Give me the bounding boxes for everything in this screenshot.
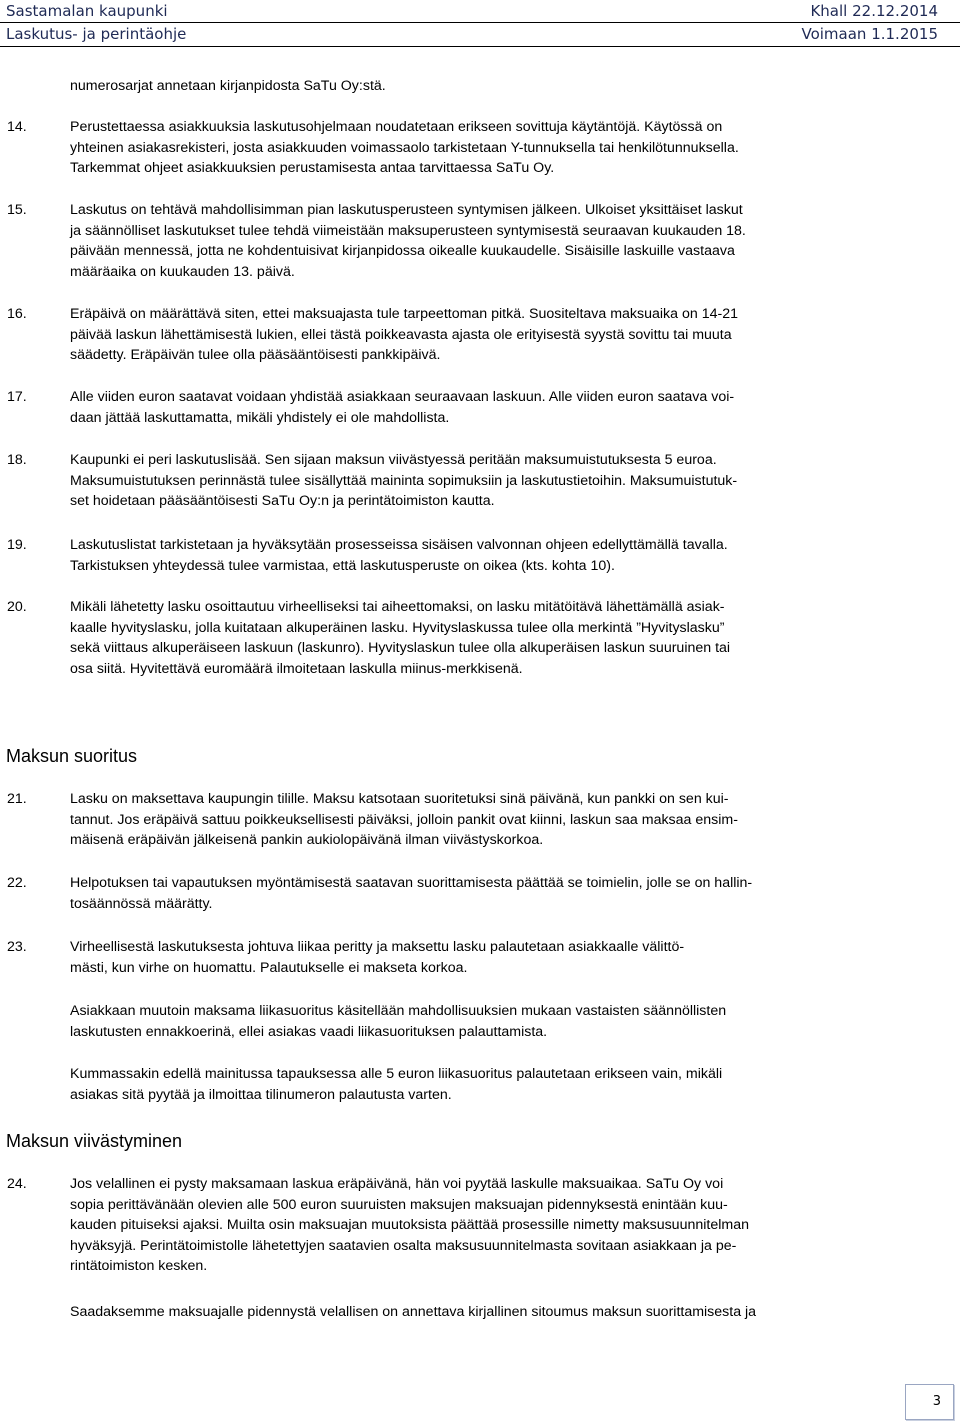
org-name: Sastamalan kaupunki [6,2,168,20]
item-text [70,304,938,366]
text-line: Maksumuistutuksen perinnästä tulee sisällyttää maininta sopimuksiin ja laskutustietoihin. Maksumuistutuk- [70,472,738,489]
item-number: 15. [7,202,27,218]
item-number: 22. [7,875,27,891]
text-line: Tarkemmat ohjeet asiakkuuksien perustamisesta antaa tarvittaessa SaTu Oy. [70,160,555,177]
text-line: Helpotuksen tai vapautuksen myöntämisestä saatavan suorittamisesta päättää se toimielin, jolle se on hallin- [70,875,753,891]
item-text [70,1064,938,1105]
text-line: sekä viittaus alkuperäiseen laskuun (laskunro). Hyvityslaskun tulee olla alkuperäisen laskun suuruinen tai [70,640,731,657]
text-line: päivää laskun lähettämisestä lukien, ellei tästä poikkeavasta ajasta ole erityisestä syystä sovittu tai muuta [70,326,732,343]
text-line: asiakas sitä pyytää ja ilmoittaa tilinumeron palautusta varten. [70,1086,452,1103]
item-text [70,937,938,978]
text-line: Tarkistuksen yhteydessä tulee varmistaa, että laskutusperuste on oikea (kts. kohta 10). [70,557,615,574]
text-line: tannut. Jos eräpäivä sattuu poikkeuksellisesti päiväksi, jolloin pankit ovat kiinni, laskun saa maksaa ensim- [70,811,738,828]
item-text [70,387,938,428]
text-line: Virheellisestä laskutuksesta johtuva liikaa peritty ja maksettu lasku palautetaan asiakkaalle välittö- [70,939,685,955]
item-text [70,200,938,282]
item-text [70,1174,938,1277]
item-number: 23. [7,939,27,955]
text-line: päivään mennessä, jotta ne kohdentuisivat kirjanpidossa oikealle kuukaudelle. Sisäisille laskuille vastaava [70,243,735,260]
item-number: 19. [7,537,27,553]
text-line: Laskutuslistat tarkistetaan ja hyväksytään prosesseissa sisäisen valvonnan ohjeen edellyttämällä tavalla. [70,537,728,553]
section-heading-maksun-suoritus: Maksun suoritus [6,746,138,766]
text-line: Perustettaessa asiakkuuksia laskutusohjelmaan noudatetaan erikseen sovittuja käytäntöjä. Käytössä on [70,119,723,135]
text-line: mäisenä eräpäivän jälkeisenä pankin aukiolopäivänä ilman viivästyskorkoa. [70,832,544,849]
text-line: säädetty. Eräpäivän tulee olla pääsääntöisesti pankkipäivä. [70,347,441,364]
text-line: kaalle hyvityslasku, jolla kuitataan alkuperäinen lasku. Hyvityslaskussa tulee olla merkintä ”Hyvityslasku” [70,619,725,636]
text-line: Saadaksemme maksuajalle pidennystä velallisen on annettava kirjallinen sitoumus maksun suorittamisesta ja [70,1304,757,1320]
item-number: 18. [7,452,27,468]
item-text [70,450,938,512]
page-number: 3 [932,1394,941,1409]
page-number-box [905,1384,954,1420]
text-line: Kaupunki ei peri laskutuslisää. Sen sijaan maksun viivästyessä peritään maksumuistutuksesta 5 euroa. [70,452,717,468]
text-line: daan jättää laskuttamatta, mikäli yhdistely ei ole mahdollista. [70,409,450,426]
item-number: 17. [7,389,27,405]
text-line: Alle viiden euron saatavat voidaan yhdistää asiakkaan seuraavaan laskuun. Alle viiden euron saatava voi- [70,389,735,405]
item-text [70,1302,938,1323]
item-number: 20. [7,599,27,615]
item-number: 21. [7,791,27,807]
text-line: Mikäli lähetetty lasku osoittautuu virheelliseksi tai aiheettomaksi, on lasku mitätöitävä lähettämällä asiak- [70,599,725,615]
text-line: ja säännölliset laskutukset tulee tehdä viimeistään maksuperusteen syntymisestä seuraavan kuukauden 18. [70,222,746,239]
text-line: hyväksyjä. Perintätoimistolle lähetettyjen saatavien osalta maksusuunnitelmasta sovitaan asiakkaan ja pe- [70,1237,737,1254]
text-line: Eräpäivä on määrättävä siten, ettei maksuajasta tule tarpeettoman pitkä. Suositeltava maksuaika on 14-21 [70,306,738,322]
text-line: mästi, kun virhe on huomattu. Palautukselle ei makseta korkoa. [70,959,468,976]
text-line: kauden pituiseksi ajaksi. Muilta osin maksuajan muutoksista päättää prosessille nimetty maksusuunnitelman [70,1217,749,1234]
document-title: Laskutus- ja perintäohje [6,25,187,43]
text-line: yhteinen asiakasrekisteri, josta asiakkuuden voimassaolo tarkistetaan Y-tunnuksella tai henkilötunnuksella. [70,139,739,156]
section-heading-maksun-viivastyminen: Maksun viivästyminen [6,1131,183,1151]
approval-date: Khall 22.12.2014 [810,2,938,20]
text-line: Jos velallinen ei pysty maksamaan laskua eräpäivänä, hän voi pyytää laskulle maksuaikaa. SaTu Oy voi [70,1176,724,1192]
page-header [0,0,960,48]
text-line: Lasku on maksettava kaupungin tilille. Maksu katsotaan suoritetuksi sinä päivänä, kun pankki on sen kui- [70,791,729,807]
header-divider [0,22,960,23]
effective-date: Voimaan 1.1.2015 [801,25,938,43]
text-line: laskutusten ennakkoerinä, ellei asiakas vaadi liikasuorituksen palauttamista. [70,1023,548,1040]
text-line: osa siitä. Hyvitettävä euromäärä ilmoitetaan laskulla miinus-merkkisenä. [70,660,523,677]
item-text [70,789,938,851]
text-line: set hoidetaan pääsääntöisesti SaTu Oy:n ja perintätoimiston kautta. [70,493,495,510]
text-line: tosäännössä määrätty. [70,895,213,912]
item-number: 14. [7,119,27,135]
item-number: 16. [7,306,27,322]
item-number: 24. [7,1176,27,1192]
text-line: sopia perittävänään olevien alle 500 euron suuruisten maksujen maksuajan pidennyksestä enintään kuu- [70,1196,728,1213]
text-line: Kummassakin edellä mainitussa tapauksessa alle 5 euron liikasuoritus palautetaan erikseen vain, mikäli [70,1066,723,1082]
intro-line: numerosarjat annetaan kirjanpidosta SaTu Oy:stä. [70,78,386,94]
item-text [70,597,938,679]
text-line: määräaika on kuukauden 13. päivä. [70,263,295,280]
item-text [70,873,938,914]
text-line: Laskutus on tehtävä mahdollisimman pian laskutusperusteen syntymisen jälkeen. Ulkoiset yksittäiset laskut [70,202,743,218]
item-text [70,117,938,179]
text-line: rintätoimiston kesken. [70,1258,208,1275]
text-line: Asiakkaan muutoin maksama liikasuoritus käsitellään mahdollisuuksien mukaan vastaisten säännöllisten [70,1003,727,1019]
item-text [70,1001,938,1042]
header-divider [0,46,960,47]
item-text [70,535,938,576]
